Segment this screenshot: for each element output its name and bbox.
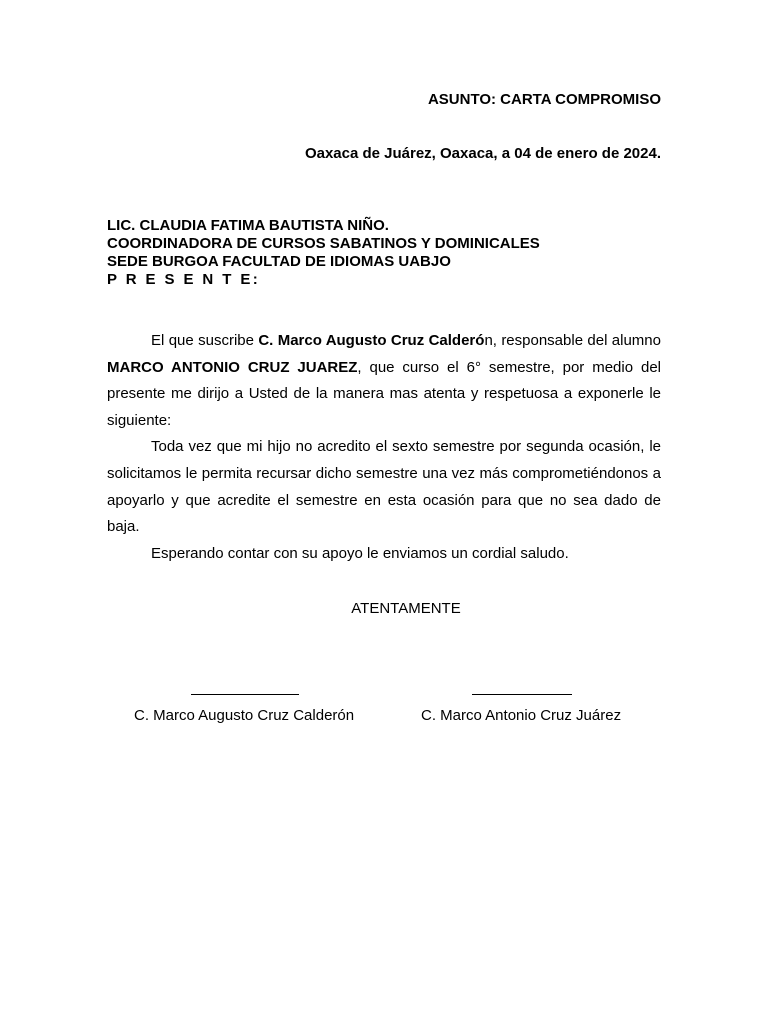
body-paragraph-3: Esperando contar con su apoyo le enviamos un cordial saludo. [151, 544, 569, 562]
p1-text-2: n, responsable del alumno [484, 332, 661, 349]
body-paragraph-2: Toda vez que mi hijo no acredito el sexto semestre por segunda ocasión, le solicitamos le permita recursar dicho semestre una vez más comprometiéndonos a apoyarlo y que acredite el semestre en esta ocasión para que no sea dado de baja. [107, 438, 661, 536]
student-name-bold: MARCO ANTONIO CRUZ JUAREZ [107, 358, 358, 376]
signature-name-right: C. Marco Antonio Cruz Juárez [421, 707, 622, 724]
addressee-institution: SEDE BURGOA FACULTAD DE IDIOMAS UABJO [107, 253, 451, 270]
addressee-name: LIC. CLAUDIA FATIMA BAUTISTA NIÑO. [107, 217, 389, 234]
sender-name-bold: C. Marco Augusto Cruz Calderó [258, 332, 485, 349]
signature-line-right [472, 694, 572, 695]
body-paragraph-1 [107, 328, 661, 434]
signature-line-left [191, 694, 299, 695]
p1-text-3: , que curso el 6° semestre, por medio del presente me dirijo a Usted de la manera mas atenta y respetuosa a exponerle le siguiente: [107, 358, 661, 429]
subject-line: ASUNTO: CARTA COMPROMISO [427, 91, 661, 108]
p1-text-1: El que suscribe [151, 332, 259, 349]
signature-name-left: C. Marco Augusto Cruz Calderón [134, 707, 355, 724]
date-line: Oaxaca de Juárez, Oaxaca, a 04 de enero de 2024. [304, 145, 661, 162]
letter-body [107, 328, 661, 567]
greeting: P R E S E N T E: [107, 271, 261, 288]
addressee-block [107, 217, 540, 289]
closing-text: ATENTAMENTE [351, 600, 461, 617]
addressee-position: COORDINADORA DE CURSOS SABATINOS Y DOMINICALES [107, 235, 540, 252]
